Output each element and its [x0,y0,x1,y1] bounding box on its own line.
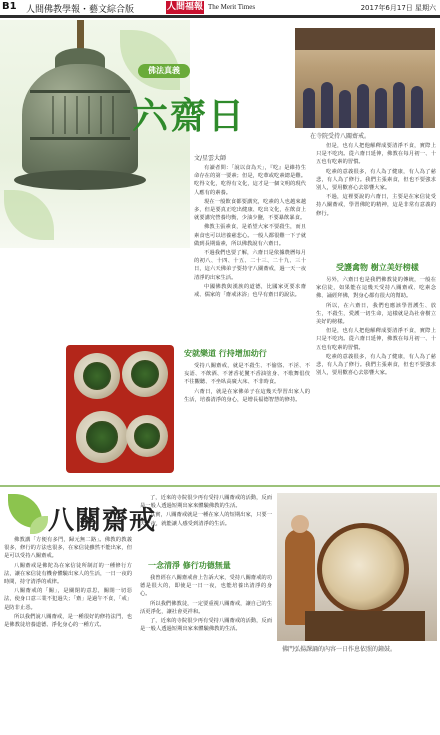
newspaper-english-name: The Merit Times [208,3,256,11]
subhead: 安就樂道 行持增加幼行 [184,349,267,358]
vegetarian-food-photo [66,345,174,473]
article-column-2b [316,276,436,480]
feature-kicker: 佛法真義 [138,64,190,78]
ceremony-photo [295,28,435,128]
paragraph: 不過，這裡要說的六齋日，主要是在家信徒受持八關齋戒，學習佛陀的精神，這是非常有意義的修行。 [316,194,436,217]
paragraph: 受持八關齋戒，就是不殺生、不偷盜、不淫、不妄語、不飲酒、不著香花鬘不香油塗身、不歌舞倡伎不往觀聽、不坐臥高廣大床、不非時食。 [184,363,310,386]
paragraph: 了，近來的寺院很少再有受持八關齋戒的活動，反而是一般人透過短期出家來體驗佛教的生活。 [140,495,272,510]
dish [122,351,168,397]
photo-caption: 在寺院受持八關齋戒。 [310,133,371,140]
bottom-column-2 [140,494,272,556]
header-rule [0,15,440,18]
photo-caption: 佛門弘揚課誦的內容一日作息依照的鐘鼓。 [282,646,397,653]
byline: 文/星雲大師 [194,155,227,162]
bell-pattern [42,96,118,134]
dish [126,415,168,457]
paragraph: 佛教講「方便有多門，歸元無二路」。佛教的教義很多，修行的方法也很多，在家信徒雖然不能出家，但是可以受持八關齋戒。 [4,537,132,560]
leaf-decoration [120,30,180,90]
bottom-column-1 [4,536,132,732]
article-column-1 [194,164,306,342]
temple-roof [295,28,435,50]
paragraph: 另外，六齋日也是我們佛教徒的傳統，一般在家信徒，如果能在這幾天受持八關齋戒、吃素念佛、誦經拜佛，對身心都有很大的幫助。 [316,277,436,300]
page-header [0,0,440,16]
paragraph: 吃素的意義很多，有人為了健康，有人為了慈悲，有人為了修行。我們主張素食，但也不要強求別人，要用歡喜心去影響大家。 [316,353,436,377]
temple-drum [317,523,409,615]
paragraph: 不過我們也要了解，六齋日是依據農曆每月的初八、十四、十五、二十三、二十九、三十日，這六天佛弟子要持守八關齋戒，過一天一夜清淨的出家生活。 [194,250,306,281]
bottom-article-title: 八關齋戒 [48,506,157,536]
bell-lip [14,170,146,190]
section-divider [0,485,440,487]
paragraph: 其實，八關齋戒就是一種在家人的短期出家，只要一天一夜，就能讓人感受到清淨的生活。 [140,512,272,527]
paragraph: 所以我們佛教徒，一定要重視八關齋戒，讓自己的生活更淨化，讓社會更祥和。 [140,600,272,615]
subhead: 受護禽物 樹立美好榜樣 [336,263,419,272]
section-number: B1 [2,1,17,12]
leaf-decoration [4,190,54,240]
paragraph: 六齋日，就是在家佛弟子在這幾天學習出家人的生活，培養清淨的身心，是增長福德智慧的修持。 [184,388,310,403]
newspaper-logo: 人間福報 [166,2,203,12]
issue-date: 2017年6月17日 星期六 [360,4,436,12]
feature-title: 六齋日 [132,95,247,137]
drum-stand [305,611,425,641]
paragraph: 有讀者問：「說以食為天」，『吃』是維持生命存在的第一要素；但是，吃葷或吃素總是難。吃得文化，吃得有文化，這才是一個文明的現代人應有的素養。 [194,165,306,196]
drum-photo [277,493,437,641]
section-title: 人間佛教學報・藝文綜合版 [26,5,135,15]
paragraph: 但是，也有人把他解釋成要清淨不食，實際上只是不吃肉。從六齋日延伸，佛教在每月初一、十五也有吃素的習慣。 [316,143,436,166]
paragraph: 八關齋戒的「關」，是關閉的意思，關閉一切惡法，使身口意三業不犯過失；「齋」是過午不食，「戒」是防非止惡。 [4,588,132,611]
article-column-1b [184,362,310,480]
dish [74,353,120,399]
paragraph: 佛教主張素食，是希望大家不要殺生，而且素食也可以培養慈悲心。一般人都很難一下子就做到長期茹素，所以佛教說有六齋日。 [194,224,306,247]
paragraph: 吃素的意義很多，有人為了健康，有人為了慈悲，有人為了修行。我們主張素食，但也不要強求別人，要用歡喜心去影響大家。 [316,168,436,192]
subhead: 一念清淨 修行功德無量 [148,561,231,570]
bottom-column-2b [140,574,272,732]
dish [76,411,128,463]
paragraph: 所以我們說八關齋戒，是一種很好的修持法門，也是佛教徒培養道德、淨化身心的一種方式。 [4,613,132,629]
paragraph: 所以，在六齋日，我們也應該學習護生、放生，不殺生，愛護一切生命，這樣就是為社會樹立美好的榜樣。 [316,302,436,326]
monk-head [291,515,309,533]
paragraph: 八關齋戒是佛陀為在家信徒所制訂的一種修行方法，讓在家信徒有機會體驗出家人的生活，一日一夜的時間，持守清淨的戒律。 [4,562,132,586]
paragraph: 我曾經在八關齋戒會上告訴大家，受持八關齋戒的功德是很大的，即使是一日一夜，也能培養出清淨的身心。 [140,575,272,598]
paragraph: 了，近來的寺院很少再有受持八關齋戒的活動，反而是一般人透過短期出家來體驗佛教的生活。 [140,618,272,633]
paragraph: 中國佛教與漢族的道德，比國家更要求齋戒、儒家的「齋戒沐浴」也早有齋日的說法。 [194,283,306,299]
article-column-2 [316,142,436,256]
bell-rope [77,20,84,50]
paragraph: 但是，也有人把他解釋成要清淨不食，實際上只是不吃肉。從六齋日延伸，佛教在每月初一、十五也有吃素的習慣。 [316,328,436,351]
paragraph: 現在一般飲食都要講究，吃素的人也越來越多，但是要真正吃出健康、吃出文化，在飲食上就要講究營養均衡，少油少鹽，不要暴飲暴食。 [194,198,306,222]
